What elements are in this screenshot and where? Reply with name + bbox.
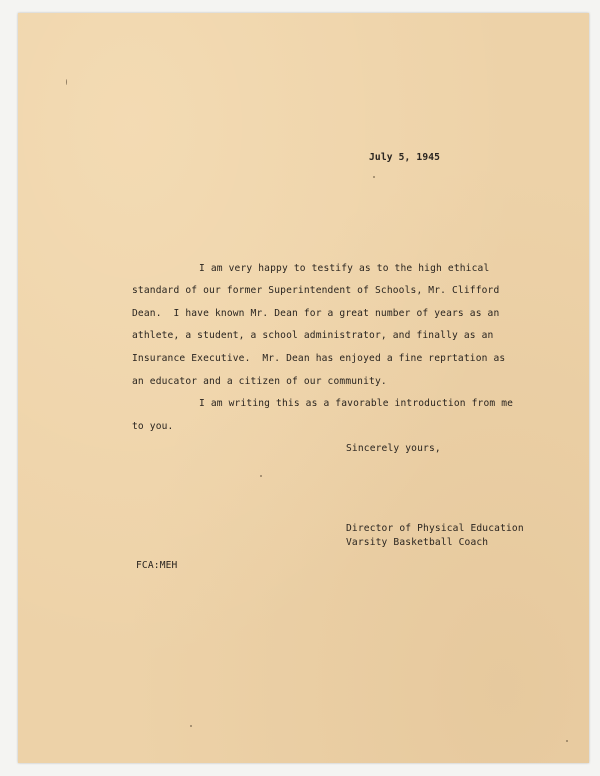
body-line-7: I am writing this as a favorable introduction from me [199,398,514,409]
body-line-5: Insurance Executive. Mr. Dean has enjoyed a fine reprtation as [132,353,506,364]
body-line-8: to you. [132,421,174,432]
reference-initials: FCA:MEH [136,560,178,571]
signature-title-2: Varsity Basketball Coach [346,537,489,548]
paper-speck [373,176,375,178]
letter-date: July 5, 1945 [369,152,441,163]
body-line-4: athlete, a student, a school administrator, and finally as an [132,330,494,341]
body-line-3: Dean. I have known Mr. Dean for a great number of years as an [132,308,500,319]
paper-speck [566,740,568,742]
body-line-1: I am very happy to testify as to the high ethical [199,263,490,274]
body-line-6: an educator and a citizen of our community. [132,376,387,387]
complimentary-closing: Sincerely yours, [346,443,441,454]
paper-speck [66,79,67,85]
paper-speck [190,725,192,727]
paper-speck [260,475,262,477]
letter-page [18,13,589,763]
signature-title-1: Director of Physical Education [346,523,524,534]
body-line-2: standard of our former Superintendent of Schools, Mr. Clifford [132,285,500,296]
